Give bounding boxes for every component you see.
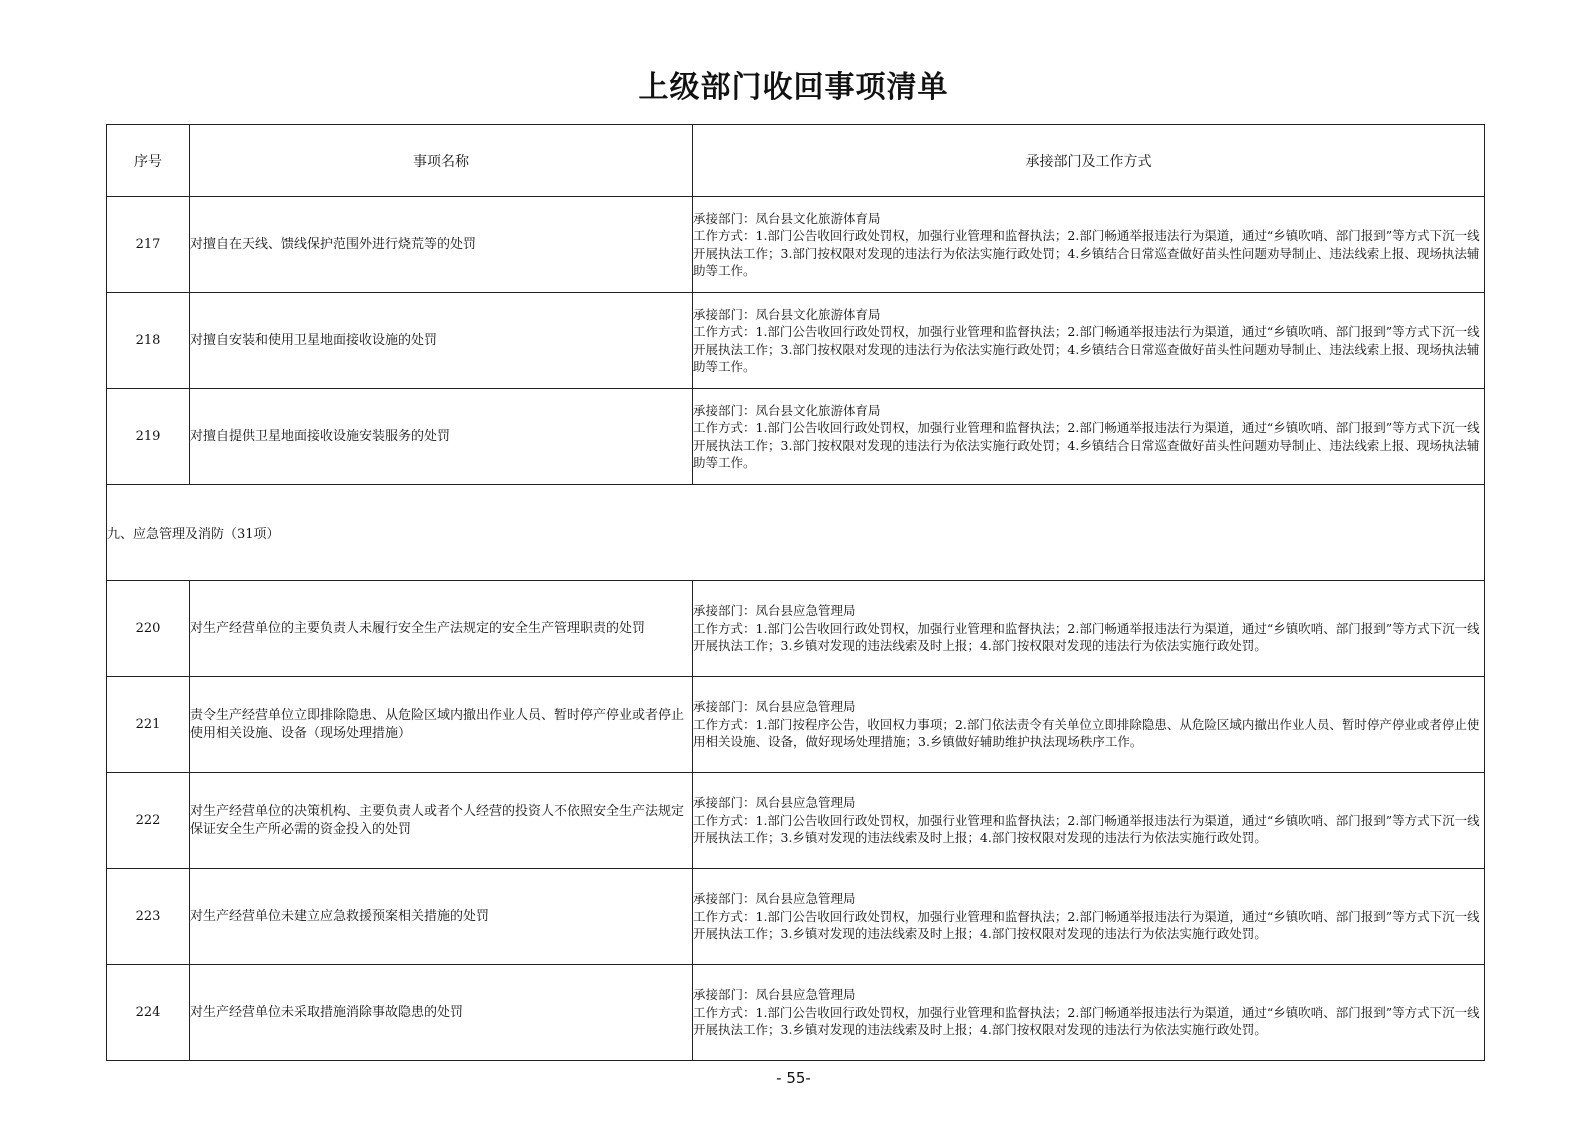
item-method: 工作方式：1.部门公告收回行政处罚权，加强行业管理和监督执法；2.部门畅通举报违法行为渠道，通过“乡镇吹哨、部门报到”等方式下沉一线开展执法工作；3.乡镇对发现的违法线索及时上报；4.部门按权限对发现的违法行为依法实施行政处罚。 <box>693 620 1480 654</box>
section-heading: 九、应急管理及消防（31项） <box>107 485 1485 581</box>
item-number: 218 <box>107 293 190 389</box>
section-row <box>107 485 1485 581</box>
item-name: 对生产经营单位的主要负责人未履行安全生产法规定的安全生产管理职责的处罚 <box>190 581 693 677</box>
item-name: 责令生产经营单位立即排除隐患、从危险区域内撤出作业人员、暂时停产停业或者停止使用相关设施、设备（现场处理措施） <box>190 677 693 773</box>
page-title: 上级部门收回事项清单 <box>638 70 949 105</box>
table-row <box>107 965 1485 1061</box>
item-method: 工作方式：1.部门公告收回行政处罚权，加强行业管理和监督执法；2.部门畅通举报违法行为渠道，通过“乡镇吹哨、部门报到”等方式下沉一线开展执法工作；3.部门按权限对发现的违法行为依法实施行政处罚；4.乡镇结合日常巡查做好苗头性问题劝导制止、违法线索上报、现场执法辅助等工作。 <box>693 228 1480 278</box>
table-row <box>107 869 1485 965</box>
header-dept-method: 承接部门及工作方式 <box>693 125 1485 197</box>
item-dept-method <box>693 197 1485 293</box>
item-dept: 承接部门：凤台县应急管理局 <box>693 987 856 1003</box>
table-header-row <box>107 125 1485 197</box>
item-dept-method <box>693 293 1485 389</box>
item-name: 对擅自安装和使用卫星地面接收设施的处罚 <box>190 293 693 389</box>
item-dept-method <box>693 965 1485 1061</box>
item-number: 222 <box>107 773 190 869</box>
item-name: 对生产经营单位的决策机构、主要负责人或者个人经营的投资人不依照安全生产法规定保证安全生产所必需的资金投入的处罚 <box>190 773 693 869</box>
item-name: 对生产经营单位未采取措施消除事故隐患的处罚 <box>190 965 693 1061</box>
item-dept-method <box>693 581 1485 677</box>
item-method: 工作方式：1.部门公告收回行政处罚权，加强行业管理和监督执法；2.部门畅通举报违法行为渠道，通过“乡镇吹哨、部门报到”等方式下沉一线开展执法工作；3.部门按权限对发现的违法行为依法实施行政处罚；4.乡镇结合日常巡查做好苗头性问题劝导制止、违法线索上报、现场执法辅助等工作。 <box>693 324 1480 374</box>
page-number: - 55- <box>776 1069 811 1087</box>
item-dept: 承接部门：凤台县应急管理局 <box>693 699 856 715</box>
item-method: 工作方式：1.部门公告收回行政处罚权，加强行业管理和监督执法；2.部门畅通举报违法行为渠道，通过“乡镇吹哨、部门报到”等方式下沉一线开展执法工作；3.部门按权限对发现的违法行为依法实施行政处罚；4.乡镇结合日常巡查做好苗头性问题劝导制止、违法线索上报、现场执法辅助等工作。 <box>693 420 1480 470</box>
item-dept: 承接部门：凤台县文化旅游体育局 <box>693 402 881 418</box>
table-row <box>107 773 1485 869</box>
item-name: 对擅自在天线、馈线保护范围外进行烧荒等的处罚 <box>190 197 693 293</box>
header-no: 序号 <box>107 125 190 197</box>
item-number: 223 <box>107 869 190 965</box>
table-row <box>107 389 1485 485</box>
item-number: 221 <box>107 677 190 773</box>
item-number: 220 <box>107 581 190 677</box>
item-dept: 承接部门：凤台县文化旅游体育局 <box>693 306 881 322</box>
table-row <box>107 677 1485 773</box>
item-dept-method <box>693 869 1485 965</box>
table-row <box>107 197 1485 293</box>
table-row <box>107 581 1485 677</box>
item-number: 219 <box>107 389 190 485</box>
item-method: 工作方式：1.部门公告收回行政处罚权，加强行业管理和监督执法；2.部门畅通举报违法行为渠道，通过“乡镇吹哨、部门报到”等方式下沉一线开展执法工作；3.乡镇对发现的违法线索及时上报；4.部门按权限对发现的违法行为依法实施行政处罚。 <box>693 1004 1480 1038</box>
item-dept-method <box>693 677 1485 773</box>
item-method: 工作方式：1.部门公告收回行政处罚权，加强行业管理和监督执法；2.部门畅通举报违法行为渠道，通过“乡镇吹哨、部门报到”等方式下沉一线开展执法工作；3.乡镇对发现的违法线索及时上报；4.部门按权限对发现的违法行为依法实施行政处罚。 <box>693 812 1480 846</box>
table-row <box>107 293 1485 389</box>
item-name: 对生产经营单位未建立应急救援预案相关措施的处罚 <box>190 869 693 965</box>
items-table <box>106 124 1485 1061</box>
item-dept-method <box>693 389 1485 485</box>
item-dept: 承接部门：凤台县应急管理局 <box>693 891 856 907</box>
item-number: 224 <box>107 965 190 1061</box>
item-method: 工作方式：1.部门公告收回行政处罚权，加强行业管理和监督执法；2.部门畅通举报违法行为渠道，通过“乡镇吹哨、部门报到”等方式下沉一线开展执法工作；3.乡镇对发现的违法线索及时上报；4.部门按权限对发现的违法行为依法实施行政处罚。 <box>693 908 1480 942</box>
header-name: 事项名称 <box>190 125 693 197</box>
item-method: 工作方式：1.部门按程序公告，收回权力事项；2.部门依法责令有关单位立即排除隐患、从危险区域内撤出作业人员、暂时停产停业或者停止使用相关设施、设备，做好现场处理措施；3.乡镇做好辅助维护执法现场秩序工作。 <box>693 716 1480 750</box>
item-name: 对擅自提供卫星地面接收设施安装服务的处罚 <box>190 389 693 485</box>
item-number: 217 <box>107 197 190 293</box>
item-dept: 承接部门：凤台县应急管理局 <box>693 795 856 811</box>
item-dept: 承接部门：凤台县应急管理局 <box>693 603 856 619</box>
item-dept: 承接部门：凤台县文化旅游体育局 <box>693 210 881 226</box>
item-dept-method <box>693 773 1485 869</box>
